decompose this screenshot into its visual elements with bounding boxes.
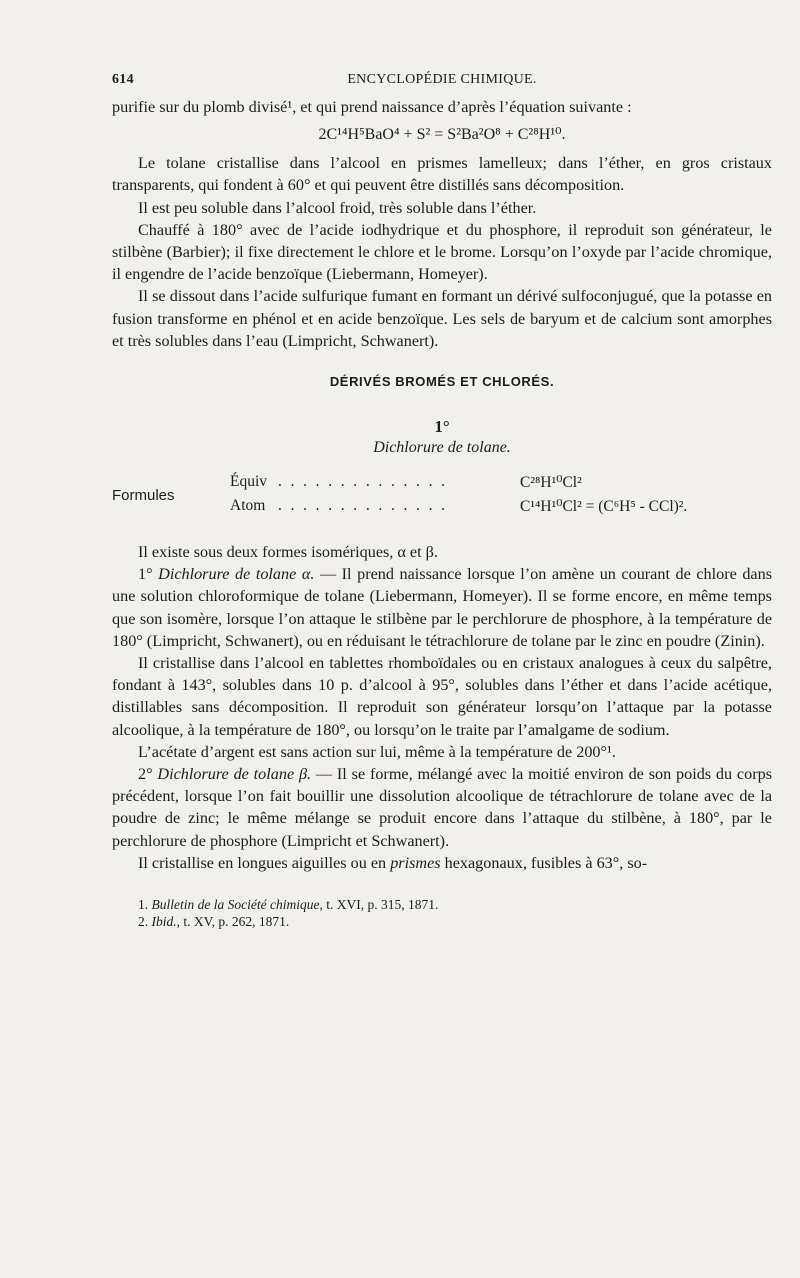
book-page — [112, 72, 772, 930]
formula-value: C¹⁴H¹⁰Cl² = (C⁶H⁵ - CCl)². — [520, 498, 688, 516]
leader-dots: . . . . . . . . . . . . . . — [278, 473, 448, 491]
item-number: 2° — [138, 765, 158, 784]
footnote — [138, 896, 772, 913]
subsection-number: 1° — [434, 417, 450, 437]
footnote-text: , t. XV, p. 262, 1871. — [176, 914, 290, 930]
paragraph: Il existe sous deux formes isomériques, α et β. — [138, 543, 438, 562]
paragraph: Le tolane cristallise dans l’alcool en prismes lamelleux; dans l’éther, en gros cristaux transparents, qui fondent à 60° et qui peuvent être distillés sans décomposition. — [112, 154, 772, 195]
item-text: — Il se forme, mélangé avec la moitié environ de son poids du corps précédent, lorsque l’on fait bouillir une dissolution alcoolique de tétrachlorure de tolane avec de la poudre de zinc; le même mélange se produit encore dans l’attaque du stilbène, à 180°, par le perchlorure de phosphore (Limpricht et Schwanert). — [112, 765, 772, 850]
item-title: Dichlorure de tolane α. — [158, 565, 315, 584]
formula-row-equiv — [230, 473, 770, 495]
footnote-number: 2. — [138, 914, 152, 930]
paragraph: Il se dissout dans l’acide sulfurique fumant en formant un dérivé sulfoconjugué, que la potasse en fusion transforme en phénol et en acide benzoïque. Les sels de baryum et de calcium sont amorphes et très solubles dans l’eau (Limpricht, Schwanert). — [112, 287, 772, 350]
footnote-text: , t. XVI, p. 315, 1871. — [319, 897, 439, 913]
running-head — [112, 72, 772, 96]
formula-row-atom — [230, 497, 770, 519]
formulas-block — [112, 473, 772, 523]
italic-term: prismes — [390, 853, 441, 872]
paragraph — [112, 852, 772, 874]
item-title: Dichlorure de tolane β. — [157, 765, 312, 784]
paragraph: L’acétate d’argent est sans action sur lui, même à la température de 200°¹. — [138, 742, 616, 761]
leader-dots: . . . . . . . . . . . . . . — [278, 497, 448, 515]
footnote — [138, 913, 772, 930]
formula-row-label: Atom — [230, 497, 266, 515]
paragraph: Chauffé à 180° avec de l’acide iodhydrique et du phosphore, il reproduit son générateur, le stilbène (Barbier); il fixe directement le chlore et le brome. Lorsqu’on l’oxyde par l’acide chromique, il engendre de l’acide benzoïque (Liebermann, Homeyer). — [112, 220, 772, 284]
text-run: hexagonaux, fusibles à 63°, so- — [440, 853, 648, 872]
paragraph: purifie sur du plomb divisé¹, et qui prend naissance d’après l’équation suivante : — [112, 98, 632, 116]
footnote-source: Ibid. — [151, 914, 177, 930]
formulas-label: Formules — [112, 487, 175, 505]
paragraph: Il cristallise dans l’alcool en tablettes rhomboïdales ou en cristaux analogues à ceux du salpêtre, fondant à 143°, solubles dans 10 p. d’alcool à 95°, solubles dans l’éther et dans l’acide acétique, distillables sans décomposition. Il reproduit son générateur lorsqu’on l’attaque par la potasse alcoolique, à la température de 180°, ou lorsqu’on le traite par l’amalgame de sodium. — [112, 654, 772, 739]
running-head-title: ENCYCLOPÉDIE CHIMIQUE. — [347, 72, 537, 87]
paragraph — [112, 763, 772, 852]
formula-row-label: Équiv — [230, 473, 268, 491]
footnote-number: 1. — [138, 897, 152, 913]
page-number: 614 — [112, 72, 134, 87]
item-text: — Il prend naissance lorsque l’on amène un courant de chlore dans une solution chloroformique de tolane (Liebermann, Homeyer). Il se forme encore, en même temps que son isomère, lorsque l’on attaque le stilbène par le perchlorure de phosphore, à la température de 180° (Limpricht, Schwanert), ou en réduisant le tétrachlorure de tolane par le zinc en poudre (Zinin). — [112, 565, 772, 650]
text-run: Il cristallise en longues aiguilles ou en — [138, 853, 391, 872]
subsection-title: Dichlorure de tolane. — [373, 439, 511, 457]
footnotes — [112, 896, 772, 930]
formula-value: C²⁸H¹⁰Cl² — [520, 474, 582, 492]
section-heading: DÉRIVÉS BROMÉS ET CHLORÉS. — [329, 374, 555, 390]
paragraph — [112, 563, 772, 652]
chemical-equation: 2C¹⁴H⁵BaO⁴ + S² = S²Ba²O⁸ + C²⁸H¹⁰. — [318, 126, 566, 144]
item-number: 1° — [138, 565, 159, 584]
paragraph: Il est peu soluble dans l’alcool froid, très soluble dans l’éther. — [138, 198, 537, 217]
footnote-source: Bulletin de la Société chimique — [151, 897, 320, 913]
